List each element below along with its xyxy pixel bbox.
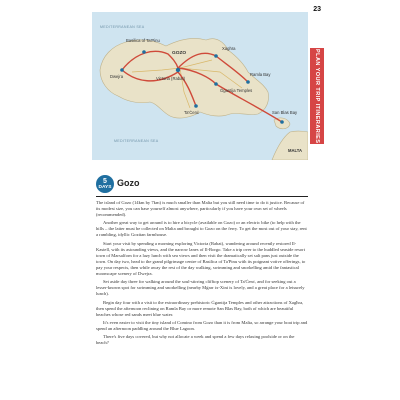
side-tab-label: PLAN YOUR TRIP ITINERARIES	[314, 48, 320, 144]
gozo-map	[92, 12, 308, 160]
days-unit: DAYS	[98, 185, 112, 190]
marker-ta-pinu	[142, 50, 146, 54]
label-ramla-bay: Ramla Bay	[250, 72, 271, 77]
label-dwejra: Dwejra	[110, 74, 124, 79]
days-number: 5	[103, 178, 107, 185]
paragraph: Set aside day three for walking around the soul-stirring clifftop scenery of Ta'Ċenċ, and for seeking out a lesser-known spot for swimming and snorkelling (nearby Mġarr ix-Xini is lovely, and a great place for a leisurely lunch).	[96, 279, 305, 297]
side-section-tab	[310, 48, 324, 144]
marker-ta-cenc	[194, 104, 198, 108]
days-badge	[96, 175, 114, 193]
label-gozo: GOZO	[172, 51, 187, 56]
marker-ramla-bay	[246, 80, 250, 84]
page-number: 23	[313, 6, 321, 13]
label-xaghra: Xaghra	[222, 46, 236, 51]
paragraph: Another great way to get around is to hire a bicycle (available on Gozo) or an electric bike (to help with the hills – the latter must be collected on Malta and brought to Gozo on the ferry. To get the most out of your stay, rent a rambling, idyllic Gozitan farmhouse.	[96, 220, 307, 238]
paragraph: It's even easier to visit the tiny island of Comino from Gozo than it is from Malta, so arrange your boat trip and spend an afternoon paddling around the Blue Lagoon.	[96, 319, 308, 331]
marker-xaghra	[214, 54, 218, 58]
paragraph: There's five days covered, but why not allocate a week and spend a few days relaxing poolside or on the beach?	[96, 334, 295, 346]
label-ta-cenc: Ta'Ċenċ	[184, 110, 199, 115]
marker-san-blas	[280, 120, 284, 124]
section-title: Gozo	[117, 178, 140, 188]
itinerary-body	[96, 200, 308, 349]
marker-ggantija	[214, 82, 218, 86]
label-sea-north: MEDITERRANEAN SEA	[100, 25, 145, 29]
label-victoria: Victoria (Rabat)	[156, 76, 186, 81]
marker-dwejra	[120, 68, 124, 72]
paragraph: Begin day four with a visit to the extraordinary prehistoric Ġgantija Temples and other attractions of Xagħra, then spend the afternoon reclining on Ramla Bay or more remote San Blas Bay, both of which are beautiful beaches whose red sands meet blue water.	[96, 299, 304, 317]
title-divider	[96, 196, 308, 197]
label-ggantija: Ġgantija Temples	[220, 88, 253, 93]
gozo-map-svg	[92, 12, 308, 160]
marker-victoria	[176, 68, 180, 72]
paragraph: Start your visit by spending a morning exploring Victoria (Rabat), wandering around recently restored Il-Kastell, with its astounding views, and the narrow lanes of Il-Borgo. Take a trip over to the huddled seaside resort town of Marsalforn for a lazy lunch with sea views and then visit the dramatically set salt pans just outside the town. On day two, head to the grand pilgrimage centre of Basilica of Ta'Pinu with its poignant votive offerings, to pay your respects, then while away the rest of the day walking, swimming and snorkelling amid the fantastical moonscape scenery of Dwejra.	[96, 240, 306, 276]
label-malta: MALTA	[288, 148, 303, 153]
label-sea-south: MEDITERRANEAN SEA	[114, 139, 159, 143]
paragraph: The island of Gozo (14km by 7km) is much smaller than Malta but you still need time to do it justice. Because of its modest size, you can base yourself almost anywhere, particularly if you have your own set of wheels (recommended).	[96, 200, 305, 217]
label-san-blas: San Blas Bay	[272, 110, 298, 115]
label-ta-pinu: Basilica of Ta'Pinu	[126, 38, 160, 43]
